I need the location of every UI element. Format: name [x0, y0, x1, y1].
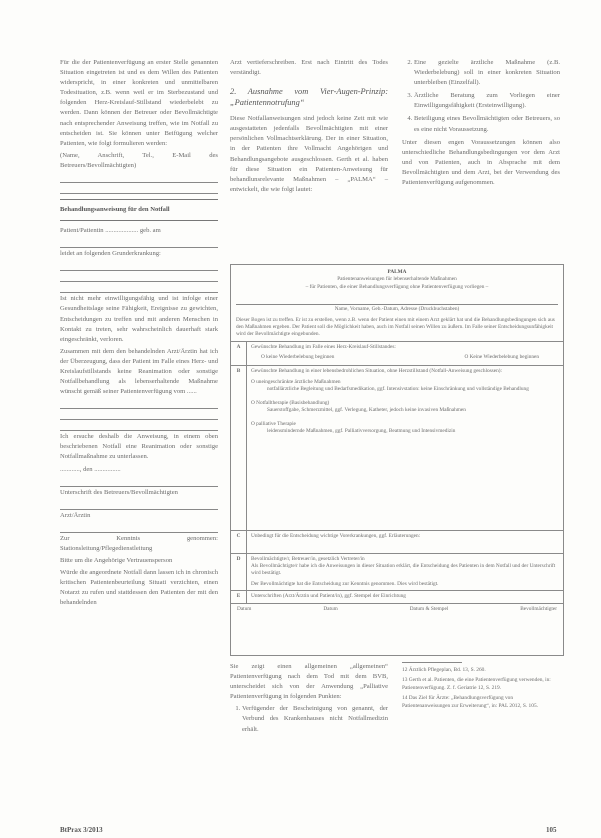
section-e: E Unterschriften (Arzt/Ärztin und Patient/in), ggf. Stempel der Einrichtung [231, 590, 563, 602]
diagnosis-line: leidet an folgenden Grunderkrankung: [60, 250, 161, 258]
paragraph: Für die der Patientenverfügung an erster Stelle genannten Situation eingetreten ist und es dem Willen des Patienten widerspricht, in einer konkreten und unmittelbaren Todesituation, z.B. wenn weil er im Sterbezustand und folgenden Herz-Kreislauf-Stillstand wiederbelebt zu werden. Dann können der Betreuer oder Bevollmächtigte nach entsprechender Anweisung treffen, wie im Notfall zu entscheiden ist. Sie können unter Beifügung welcher Patienten, wie folgt formulieren werden: [60, 59, 218, 147]
paragraph: Sie zeigt einen allgemeinen „allgemeinen“ Patientenverfügung nach dem Tod mit dem BVB, unterscheidet sich von der Anwendung „Palliative Patientenverfügung in folgenden Punkten: [230, 663, 388, 701]
fill-line [60, 283, 218, 293]
option-a1[interactable]: O keine Wiederbelebung beginnen [261, 354, 335, 361]
column-left [60, 58, 218, 610]
fill-line [60, 410, 218, 420]
journal-footer: BtPrax 3/2013 [60, 826, 103, 834]
footnote: 13 Gerth et al. Patienten, die eine Patientenverfügung verwenden, in: Patientenverfügung. Z. f. Geriatrie 12, S. 219. [402, 677, 551, 691]
section-d: D Bevollmächtigte/r, Betreuer/in, gesetzlich Vertreter/in Als Bevollmächtigte/r habe ich die Anweisungen in dieser Situation erklärt, die Entscheidung des Patienten in dem Notfall und der Unterschrift wird bestätigt. Der Bevollmächtigte hat die Entscheidung zur Kenntnis genommen. Dies wird bestätigt. [231, 553, 563, 591]
name-line [236, 295, 558, 305]
divider [60, 220, 218, 221]
paragraph: Unter diesen engen Voraussetzungen können also unterschiedliche Behandlungsbedingungen vor dem Arzt und von Patienten, auch in Absprache mit dem Bevollmächtigten und dem Arzt, bei der Verwendung des Patientenverfügung aufgenommen. [402, 138, 560, 187]
criteria-list [402, 58, 560, 135]
name-caption: Name, Vorname, Geb.-Datum, Adresse (Druckbuchstaben) [334, 306, 460, 313]
form-subtitle: Patientenanweisungen für lebenserhaltende Maßnahmen [337, 276, 457, 283]
paragraph: (Name, Anschrift, Tel., E-Mail des Betreuers/Bevollmächtigten) [60, 151, 218, 169]
divider [60, 199, 218, 200]
option-b3[interactable]: O palliative Therapie [251, 420, 296, 427]
fill-line [60, 421, 218, 431]
fill-line [60, 477, 218, 487]
option-b2[interactable]: O Notfalltherapie (Basisbehandlung) [251, 399, 330, 406]
footnote: 12 Ärztlich Pflegeplan, Bd. 13, S. 260. [402, 667, 486, 673]
doctor-caption: Arzt/Ärztin [60, 511, 91, 519]
form-subtitle-2: – für Patienten, die einer Behandlungsverfügung ohne Patientenverfügung vorliegen – [305, 283, 489, 290]
page-number: 105 [546, 826, 557, 834]
fill-line [60, 399, 218, 409]
option-a2[interactable]: O Keine Wiederbelebung beginnen [464, 354, 539, 361]
signature-row: Datum Datum Datum & Stempel Bevollmächtigter [231, 603, 563, 615]
paragraph: Diese Notfallanweisungen sind jedoch keine Zeit mit wie ausgestatteten jedenfalls Bevollmächtigten mit einer persönlichen Vollmachtserklärung. Der in einer Situation, in der Patienten ihre Vollmacht Angehörigen und Behandlungsangebote ausgeschlossen. Gerth et al. haben für diese Situation ein Patienten-Anweisung für behandlunsrelevante Maßnahmen – „PALMA“ – entwickelt, die wie folgt lautet: [230, 115, 388, 193]
paragraph: Zusammen mit dem den behandelnden Arzt/Ärztin hat ich der Überzeugung, dass der Patient im Falle eines Herz- und Kreislaufstillstands keine Reanimation oder sonstige Notfallbehandlung als lebenserhaltende Maßnahme wünscht gemäß seiner Patientenverfügung vom ...... [60, 347, 218, 396]
option-b1[interactable]: O uneingeschränkte ärztliche Maßnahmen [251, 379, 341, 386]
paragraph: Ist nicht mehr einwilligungsfähig und ist infolge einer Gesundheitslage seine Fähigkeit, Ereignisse zu gewichten, Entscheidungen zu treffen und mit anderen Menschen in Kontakt zu treten, sehr wahrscheinlich dauerhaft stark eingeschränkt, verloren. [60, 295, 218, 343]
fill-line [60, 272, 218, 282]
form-title: PALMA [387, 269, 407, 275]
section-c: C Unbedingt für die Entscheidung wichtige Vorerkrankungen, ggf. Erläuterungen: [231, 530, 563, 553]
fill-line [60, 500, 218, 510]
footnote-rule [402, 662, 462, 663]
patient-line: Patient/Patientin .................... geb. am [60, 227, 161, 235]
place-date: ............, den ................ [60, 465, 121, 473]
list-item: 2. Eine gezielte ärztliche Maßnahme (z.B. Wiederbelebung) soll in einer konkreten Situation unterbleiben (Einzelfall). [414, 58, 560, 88]
fill-line [60, 238, 218, 248]
section-heading: 2. Ausnahme vom Vier-Augen-Prinzip: „Patientennotrufung“ [230, 87, 388, 108]
difference-list [230, 704, 388, 734]
palma-form [230, 264, 564, 656]
fill-line [60, 523, 218, 533]
column-middle-lower [230, 662, 388, 738]
section-a: A Gewünschte Behandlung im Falle eines Herz-Kreislauf-Stillstandes: O keine Wiederbelebung beginnen O Keine Wiederbelebung beginnen [231, 341, 563, 365]
form-intro: Dieser Bogen ist zu treffen. Er ist zu erstellen, wenn z.B. wenn der Patient einen mit einem Arzt geklärt hat und die Behandlungsbedingungen sich aus den Maßnahmen ergeben. Der Patient soll die Möglichkeit haben, auch im Notfall seinen Willen zu äußern. Im Falle seiner Entscheidungsunfähigkeit wird der Bevollmächtigte eingebunden. [236, 316, 555, 338]
list-item: 1. Verfügender der Bescheinigung von genannt, der Verbund des Krankenhauses nicht Notfallmedizin erhält. [242, 704, 388, 734]
fill-line [60, 261, 218, 271]
paragraph: Arzt vertieferschreiben. Erst nach Eintritt des Todes verständigt. [230, 59, 388, 77]
column-middle [230, 58, 388, 197]
footnote: 14 Das Ziel für Ärzte: „Behandlungsverfügung von Patientenanweisungen zur Erweiterung“, in: PAL 2012, S. 105. [402, 695, 538, 709]
fill-line [60, 184, 218, 194]
paragraph: Würde die angeordnete Notfall dann lassen ich in chronisch kritischen Patientenbeurteilung Situati verzichten, einen Notarzt zu rufen und stattdessen den Patienten der mit den behandelnden [60, 569, 218, 607]
section-b: B Gewünschte Behandlung in einer lebensbedrohlichen Situation, ohne Herzstillstand (Notfall-Anweisung geschlossen): O uneingeschränkte ärztliche Maßnahmen notfallärztliche Begleitung und Bedarfsmedikation, ggf. Intensivstation: keine Einschränkung und vollständige Behandlung O Notfalltherapie (Basisbehandlung) Sauerstoffgabe, Schmerzmittel, ggf. Verlegung, Katheter, jedoch keine invasiven Maßnahmen O palliative Therapie leidensmindernde Maßnahmen, ggf. Palliativversorgung, Beatmung und Intensivmedizin [231, 365, 563, 530]
paragraph: Zur Kenntnis genommen: Stationsleitung/Pflegedienstleitung [60, 534, 218, 552]
column-right [402, 58, 560, 190]
list-item: 3. Ärztliche Beratung zum Vorliegen einer Einwilligungsfähigkeit (Ersteinwilligung). [414, 91, 560, 111]
footnotes [402, 662, 560, 712]
list-item: 4. Beteiligung eines Bevollmächtigten oder Betreuers, so es eine nicht Voraussetzung. [414, 114, 560, 134]
paragraph: Bitte um die Angehörige Vertrauensperson [60, 557, 173, 564]
fill-line [60, 173, 218, 183]
form-heading: Behandlungsanweisung für den Notfall [60, 206, 170, 214]
paragraph: Ich ersuche deshalb die Anweisung, in einem oben beschriebenen Notfall eine Reanimation oder sonstige Notfallmaßnahme zu unterlassen. [60, 433, 218, 461]
signature-caption: Unterschrift des Betreuers/Bevollmächtigten [60, 488, 178, 496]
